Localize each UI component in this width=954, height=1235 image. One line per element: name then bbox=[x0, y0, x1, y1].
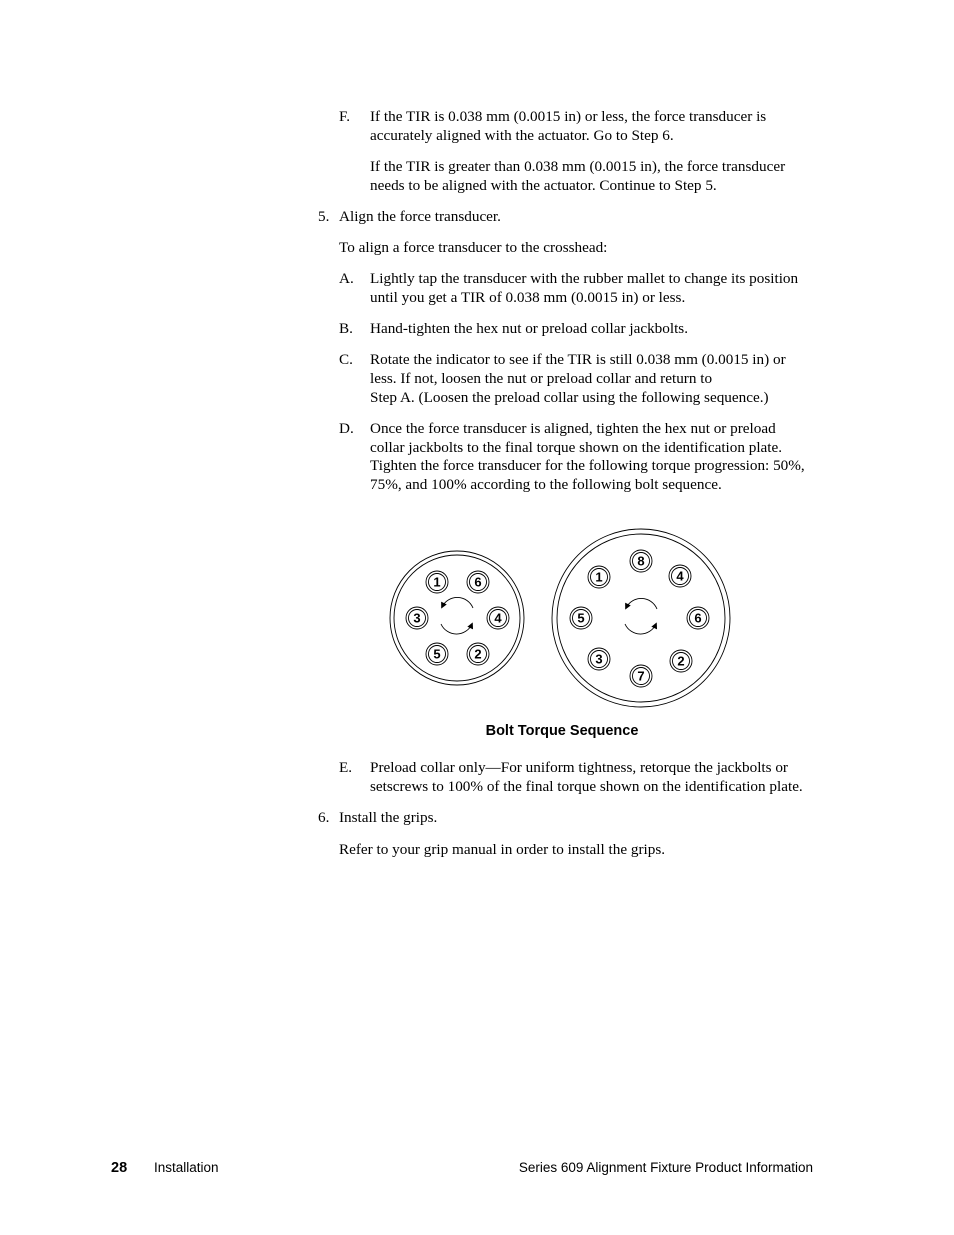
bolt-8 bbox=[630, 550, 652, 572]
rotation-arrows-icon bbox=[625, 598, 657, 634]
bolt-number: 4 bbox=[676, 568, 684, 584]
step-f-line-3: If the TIR is greater than 0.038 mm (0.0015 in), the force transducer bbox=[370, 158, 786, 175]
six-bolt-flange bbox=[390, 551, 524, 685]
diagram-caption: Bolt Torque Sequence bbox=[485, 723, 639, 739]
step-c-line-1: Rotate the indicator to see if the TIR is still 0.038 mm (0.0015 in) or bbox=[370, 351, 786, 368]
step-f-marker: F. bbox=[339, 108, 351, 125]
footer-title: Series 609 Alignment Fixture Product Information bbox=[518, 1160, 813, 1175]
step-6-follow: Refer to your grip manual in order to install the grips. bbox=[339, 841, 666, 858]
bolt-5 bbox=[570, 607, 592, 629]
step-f-line-4: needs to be aligned with the actuator. Continue to Step 5. bbox=[370, 177, 717, 194]
bolt-torque-sequence-diagram bbox=[380, 520, 740, 720]
bolt-6 bbox=[687, 607, 709, 629]
bolt-number: 5 bbox=[577, 610, 585, 626]
bolt-4 bbox=[669, 565, 691, 587]
bolt-1 bbox=[588, 566, 610, 588]
eight-bolt-flange bbox=[552, 529, 730, 707]
step-a-line-1: Lightly tap the transducer with the rubber mallet to change its position bbox=[370, 270, 799, 287]
step-c-marker: C. bbox=[339, 351, 353, 368]
step-f-line-2: accurately aligned with the actuator. Go to Step 6. bbox=[370, 127, 674, 144]
step-e-marker: E. bbox=[339, 759, 353, 776]
bolt-number: 3 bbox=[595, 651, 603, 667]
step-d-marker: D. bbox=[339, 420, 354, 437]
step-5-marker: 5. bbox=[318, 208, 330, 225]
step-a-marker: A. bbox=[339, 270, 354, 287]
step-d-line-4: 75%, and 100% according to the following bolt sequence. bbox=[370, 476, 722, 493]
bolt-number: 4 bbox=[494, 610, 502, 626]
step-6-text: Install the grips. bbox=[339, 809, 438, 826]
bolt-5 bbox=[426, 643, 448, 665]
bolt-number: 2 bbox=[474, 646, 482, 662]
bolt-3 bbox=[406, 607, 428, 629]
bolt-2 bbox=[670, 650, 692, 672]
bolt-3 bbox=[588, 648, 610, 670]
bolt-number: 1 bbox=[595, 569, 603, 585]
step-6-marker: 6. bbox=[318, 809, 330, 826]
bolt-number: 5 bbox=[433, 646, 441, 662]
bolt-2 bbox=[467, 643, 489, 665]
step-5-text: Align the force transducer. bbox=[339, 208, 501, 225]
bolt-number: 1 bbox=[433, 574, 441, 590]
bolt-number: 2 bbox=[677, 653, 685, 669]
step-b-line-1: Hand-tighten the hex nut or preload collar jackbolts. bbox=[370, 320, 688, 337]
step-c-line-3: Step A. (Loosen the preload collar using the following sequence.) bbox=[370, 389, 769, 406]
page-number: 28 bbox=[111, 1160, 128, 1176]
bolt-number: 6 bbox=[474, 574, 482, 590]
bolt-number: 8 bbox=[637, 553, 645, 569]
step-b-marker: B. bbox=[339, 320, 353, 337]
step-f-line-1: If the TIR is 0.038 mm (0.0015 in) or less, the force transducer is bbox=[370, 108, 767, 125]
bolt-number: 6 bbox=[694, 610, 702, 626]
step-a-line-2: until you get a TIR of 0.038 mm (0.0015 in) or less. bbox=[370, 289, 686, 306]
bolt-7 bbox=[630, 665, 652, 687]
bolt-number: 7 bbox=[637, 668, 645, 684]
step-e-line-2: setscrews to 100% of the final torque shown on the identification plate. bbox=[370, 778, 803, 795]
rotation-arrows-icon bbox=[441, 597, 473, 634]
step-d-line-3: Tighten the force transducer for the following torque progression: 50%, bbox=[370, 457, 805, 474]
step-c-line-2: less. If not, loosen the nut or preload collar and return to bbox=[370, 370, 713, 387]
step-d-line-2: collar jackbolts to the final torque shown on the identification plate. bbox=[370, 439, 783, 456]
footer-section: Installation bbox=[154, 1160, 219, 1175]
bolt-number: 3 bbox=[413, 610, 421, 626]
step-e-line-1: Preload collar only—For uniform tightness, retorque the jackbolts or bbox=[370, 759, 788, 776]
step-5-intro: To align a force transducer to the crosshead: bbox=[339, 239, 608, 256]
bolt-6 bbox=[467, 571, 489, 593]
bolt-1 bbox=[426, 571, 448, 593]
step-d-line-1: Once the force transducer is aligned, tighten the hex nut or preload bbox=[370, 420, 776, 437]
bolt-4 bbox=[487, 607, 509, 629]
